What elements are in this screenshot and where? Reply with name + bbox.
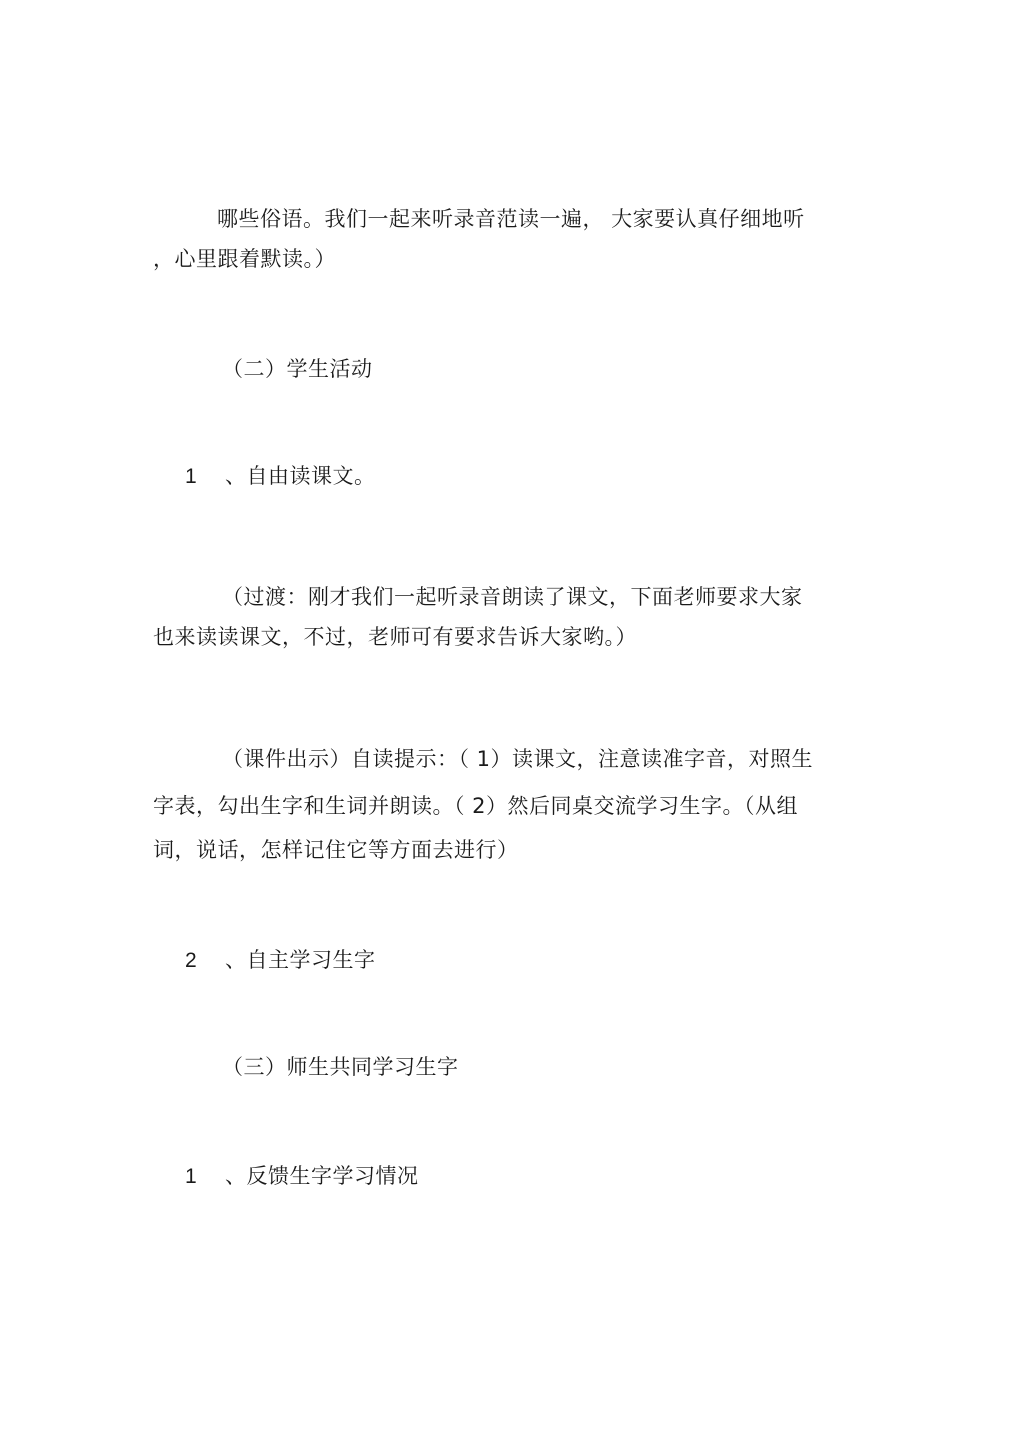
paragraph-line: 词，说话，怎样记住它等方面去进行） bbox=[153, 838, 519, 862]
paragraph-line: 也来读读课文，不过，老师可有要求告诉大家哟。） bbox=[153, 625, 637, 649]
item-text: 、自由读课文。 bbox=[225, 464, 376, 488]
item-number: 1 bbox=[185, 1165, 198, 1188]
numbered-item bbox=[185, 1162, 419, 1191]
paragraph-line: ，心里跟着默读。） bbox=[153, 247, 336, 271]
section-heading: （二）学生活动 bbox=[222, 357, 373, 381]
paragraph-line: （课件出示）自读提示：（ 1）读课文，注意读准字音，对照生 bbox=[222, 747, 814, 771]
item-text: 、反馈生字学习情况 bbox=[225, 1164, 419, 1188]
paragraph-line: 字表，勾出生字和生词并朗读。（ 2）然后同桌交流学习生字。（从组 bbox=[153, 794, 799, 818]
item-number: 2 bbox=[185, 949, 198, 972]
numbered-item bbox=[185, 946, 376, 975]
paragraph-line: 哪些俗语。我们一起来听录音范读一遍， 大家要认真仔细地听 bbox=[217, 207, 805, 231]
paragraph-line: （过渡：刚才我们一起听录音朗读了课文，下面老师要求大家 bbox=[222, 585, 803, 609]
item-number: 1 bbox=[185, 465, 198, 488]
section-heading: （三）师生共同学习生字 bbox=[222, 1055, 459, 1079]
numbered-item bbox=[185, 462, 376, 491]
item-text: 、自主学习生字 bbox=[225, 948, 376, 972]
